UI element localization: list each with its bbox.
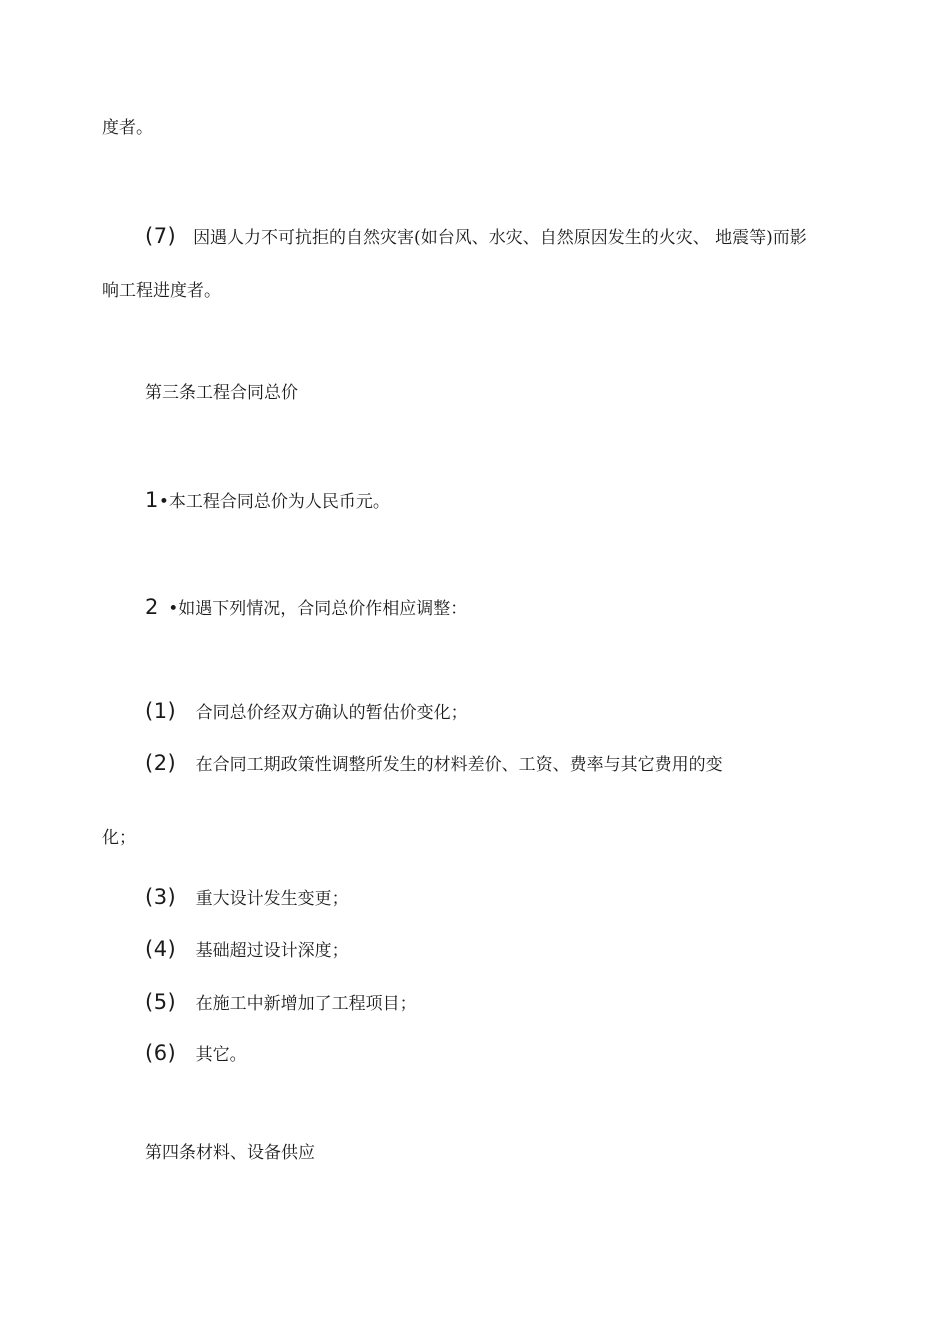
list-item-4 <box>145 937 349 963</box>
paragraph-continuation: 度者。 <box>102 118 153 138</box>
list-item-3 <box>145 885 349 911</box>
clause-7-continuation: 响工程进度者。 <box>102 281 221 301</box>
clause-number: (7) <box>145 224 177 248</box>
clause-text: 因遇人力不可抗拒的自然灾害(如台风、水灾、自然原因发生的火灾、 地震等)而影 <box>193 228 807 248</box>
clause-7 <box>145 224 807 250</box>
list-item-5 <box>145 990 417 1016</box>
list-text: 合同总价经双方确认的暂估价变化； <box>195 703 468 723</box>
section-heading-4: 第四条材料、设备供应 <box>145 1143 315 1163</box>
list-number: (5) <box>145 990 177 1014</box>
paragraph-text: •本工程合同总价为人民币元。 <box>158 492 390 512</box>
list-text: 其它。 <box>195 1045 247 1065</box>
list-text: 基础超过设计深度； <box>195 941 349 961</box>
list-number: (3) <box>145 885 177 909</box>
list-item-2-continuation: 化； <box>102 828 136 848</box>
list-item-2 <box>145 751 723 777</box>
paragraph-1 <box>145 488 390 514</box>
list-number: (2) <box>145 751 177 775</box>
list-text: 在施工中新增加了工程项目； <box>195 994 417 1014</box>
list-number: (1) <box>145 699 177 723</box>
list-number: (4) <box>145 937 177 961</box>
paragraph-number: 1 <box>145 488 159 512</box>
list-item-1 <box>145 699 468 725</box>
list-item-6 <box>145 1041 247 1067</box>
paragraph-number: 2 <box>145 595 159 619</box>
section-heading-3: 第三条工程合同总价 <box>145 383 298 403</box>
list-text: 重大设计发生变更； <box>195 889 349 909</box>
list-text: 在合同工期政策性调整所发生的材料差价、工资、费率与其它费用的变 <box>195 755 723 775</box>
paragraph-2 <box>145 595 467 621</box>
list-number: (6) <box>145 1041 177 1065</box>
paragraph-text: •如遇下列情况，合同总价作相应调整： <box>168 599 468 619</box>
